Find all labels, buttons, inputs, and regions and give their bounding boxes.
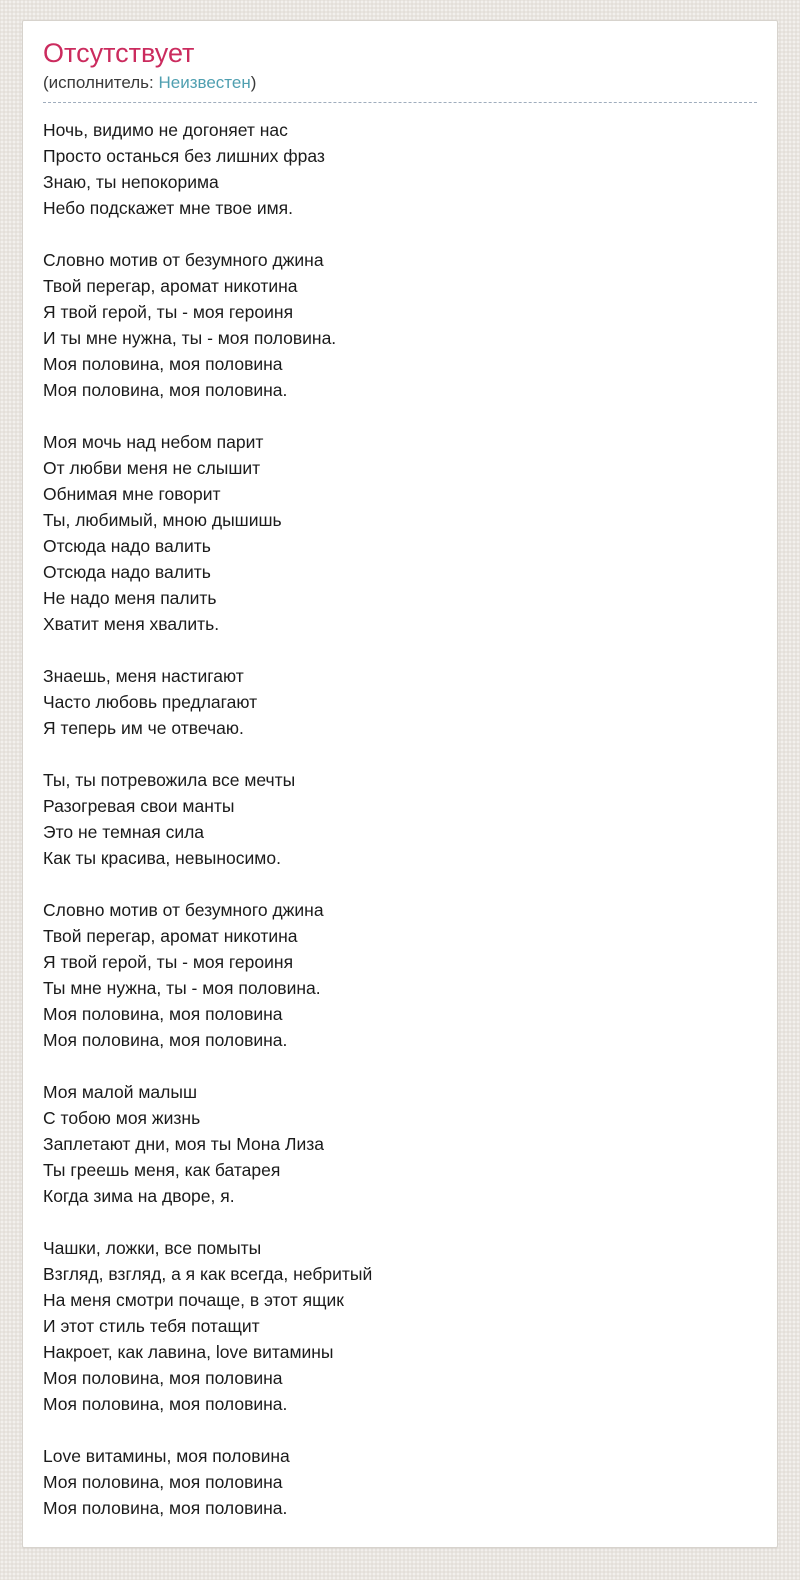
artist-line [43,70,757,103]
stanza: Ночь, видимо не догоняет нас Просто останься без лишних фраз Знаю, ты непокорима Небо подскажет мне твое имя. [43,119,325,218]
stanza: Словно мотив от безумного джина Твой перегар, аромат никотина Я твой герой, ты - моя героиня И ты мне нужна, ты - моя половина. Моя половина, моя половина Моя половина, моя половина. [43,249,337,400]
artist-label: (исполнитель: [43,72,159,92]
stanza: Словно мотив от безумного джина Твой перегар, аромат никотина Я твой герой, ты - моя героиня Ты мне нужна, ты - моя половина. Моя половина, моя половина Моя половина, моя половина. [43,899,324,1050]
stanza: Ты, ты потревожила все мечты Разогревая свои манты Это не темная сила Как ты красива, невыносимо. [43,769,296,868]
song-title: Отсутствует [43,38,195,68]
stanza: Знаешь, меня настигают Часто любовь предлагают Я теперь им че отвечаю. [43,665,258,738]
stanza: Чашки, ложки, все помыты Взгляд, взгляд, а я как всегда, небритый На меня смотри почаще, в этот ящик И этот стиль тебя потащит Накроет, как лавина, love витамины Моя половина, моя половина Моя половина, моя половина. [43,1237,373,1414]
stanza: Love витамины, моя половина Моя половина, моя половина Моя половина, моя половина. [43,1445,290,1518]
lyrics-text [43,117,757,1521]
stanza: Моя мочь над небом парит От любви меня не слышит Обнимая мне говорит Ты, любимый, мною дышишь Отсюда надо валить Отсюда надо валить Не надо меня палить Хватит меня хвалить. [43,431,282,634]
page-background [0,20,800,1580]
artist-close-paren: ) [250,72,257,92]
stanza: Моя малой малыш С тобою моя жизнь Заплетают дни, моя ты Мона Лиза Ты греешь меня, как батарея Когда зима на дворе, я. [43,1081,325,1206]
lyrics-card [22,20,778,1548]
artist-link[interactable]: Неизвестен [158,72,251,92]
